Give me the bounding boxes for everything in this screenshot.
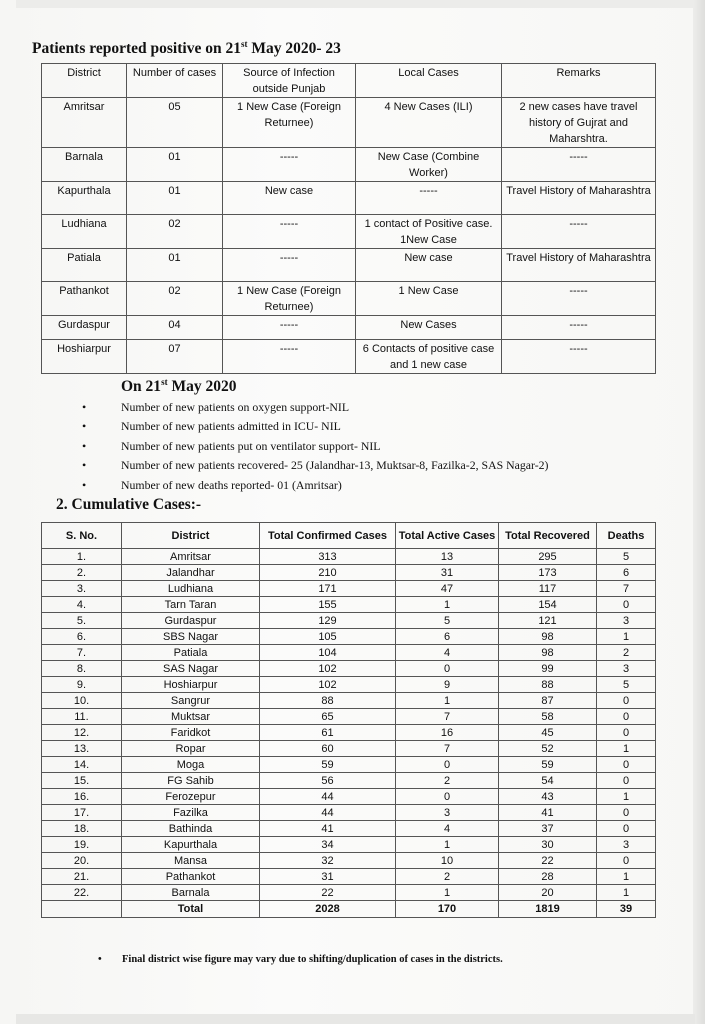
list-item	[82, 458, 548, 477]
column-header: District	[42, 64, 127, 98]
list-item-text: Number of new patients on oxygen support-NIL	[121, 400, 350, 414]
table-cell: 41	[260, 821, 396, 837]
table-cell: 39	[597, 901, 656, 918]
table-row	[42, 316, 656, 340]
column-header: Total Active Cases	[396, 523, 499, 549]
table-cell: 0	[597, 725, 656, 741]
table-cell: 0	[597, 853, 656, 869]
table-cell: 11.	[42, 709, 122, 725]
table-row	[42, 148, 656, 182]
table-cell: 4 New Cases (ILI)	[356, 98, 502, 148]
daily-summary-list	[82, 400, 548, 497]
table-cell: 31	[260, 869, 396, 885]
table-cell: 10.	[42, 693, 122, 709]
table-cell: 32	[260, 853, 396, 869]
table-cell: 2	[597, 645, 656, 661]
table-row	[42, 837, 656, 853]
table-row	[42, 613, 656, 629]
table-cell: 1	[597, 789, 656, 805]
table-cell: 1 New Case	[356, 282, 502, 316]
column-header: Remarks	[502, 64, 656, 98]
list-item-text: Number of new patients recovered- 25 (Jalandhar-13, Muktsar-8, Fazilka-2, SAS Nagar-2)	[121, 458, 549, 473]
table-cell: 52	[499, 741, 597, 757]
table-cell: 6 Contacts of positive case and 1 new case	[356, 340, 502, 374]
daily-summary-heading: On 21st May 2020	[121, 376, 237, 395]
table-cell: 30	[499, 837, 597, 853]
table-cell: 13.	[42, 741, 122, 757]
column-header: District	[122, 523, 260, 549]
list-item	[82, 439, 548, 458]
cumulative-cases-heading: 2. Cumulative Cases:-	[56, 496, 202, 513]
table-cell: 313	[260, 549, 396, 565]
table-cell: New case	[356, 249, 502, 282]
table-cell: 99	[499, 661, 597, 677]
table-cell: 5.	[42, 613, 122, 629]
table-row	[42, 581, 656, 597]
table-row	[42, 693, 656, 709]
table-cell: 0	[597, 821, 656, 837]
column-header: Source of Infection outside Punjab	[223, 64, 356, 98]
table-cell: 0	[396, 789, 499, 805]
table-cell: Pathankot	[42, 282, 127, 316]
table-cell: 01	[127, 182, 223, 215]
table-cell: 0	[597, 757, 656, 773]
table-cell: 2.	[42, 565, 122, 581]
table-row	[42, 340, 656, 374]
table-cell: Bathinda	[122, 821, 260, 837]
table-cell: 7	[396, 709, 499, 725]
table-cell: 1 New Case (Foreign Returnee)	[223, 98, 356, 148]
table-row	[42, 821, 656, 837]
table-cell: -----	[223, 316, 356, 340]
table-cell: 17.	[42, 805, 122, 821]
table-cell: -----	[502, 316, 656, 340]
table-cell: Amritsar	[42, 98, 127, 148]
table-cell: 88	[260, 693, 396, 709]
table-row	[42, 282, 656, 316]
table-cell: 22	[499, 853, 597, 869]
table-row	[42, 597, 656, 613]
table-cell: 14.	[42, 757, 122, 773]
table-cell: 5	[597, 677, 656, 693]
table-cell: 3.	[42, 581, 122, 597]
total-row	[42, 901, 656, 918]
table-cell: New Cases	[356, 316, 502, 340]
table-cell: 1 New Case (Foreign Returnee)	[223, 282, 356, 316]
table-cell: 22	[260, 885, 396, 901]
table-cell: 28	[499, 869, 597, 885]
table-cell: 10	[396, 853, 499, 869]
table-cell: 102	[260, 677, 396, 693]
column-header: Number of cases	[127, 64, 223, 98]
table-cell: 61	[260, 725, 396, 741]
table-cell: 56	[260, 773, 396, 789]
table-row	[42, 661, 656, 677]
table-row	[42, 215, 656, 249]
table-cell: 104	[260, 645, 396, 661]
bullet-icon: •	[82, 458, 87, 473]
table-cell: 4	[396, 821, 499, 837]
table-cell: 102	[260, 661, 396, 677]
list-item	[82, 478, 548, 497]
list-item-text: Number of new deaths reported- 01 (Amritsar)	[121, 477, 342, 492]
table-cell: 44	[260, 789, 396, 805]
table-cell: 15.	[42, 773, 122, 789]
table-cell: 0	[597, 805, 656, 821]
table-cell: -----	[502, 215, 656, 249]
table-cell: 7	[396, 741, 499, 757]
table-row	[42, 549, 656, 565]
table-cell: 154	[499, 597, 597, 613]
table-cell: 2	[396, 869, 499, 885]
table-cell: 1.	[42, 549, 122, 565]
list-item-text: Number of new patients put on ventilator support- NIL	[121, 438, 381, 453]
table-cell: 3	[597, 661, 656, 677]
table-cell: 1	[597, 741, 656, 757]
table-cell: 6	[396, 629, 499, 645]
page-edge-bottom	[16, 1014, 695, 1024]
bullet-icon: •	[82, 477, 87, 492]
table-cell: -----	[223, 249, 356, 282]
table-cell: 1 contact of Positive case. 1New Case	[356, 215, 502, 249]
table-cell: 129	[260, 613, 396, 629]
table-cell	[42, 901, 122, 918]
table-cell: 13	[396, 549, 499, 565]
table-cell: 3	[396, 805, 499, 821]
table-cell: 59	[499, 757, 597, 773]
table-cell: Ludhiana	[42, 215, 127, 249]
table-row	[42, 773, 656, 789]
table-cell: 295	[499, 549, 597, 565]
table-cell: 98	[499, 645, 597, 661]
table-cell: Muktsar	[122, 709, 260, 725]
table-cell: Gurdaspur	[122, 613, 260, 629]
table-cell: FG Sahib	[122, 773, 260, 789]
table-cell: Mansa	[122, 853, 260, 869]
table-cell: -----	[223, 340, 356, 374]
table-row	[42, 805, 656, 821]
table-cell: -----	[356, 182, 502, 215]
table-cell: 121	[499, 613, 597, 629]
table-cell: Kapurthala	[122, 837, 260, 853]
list-item	[82, 419, 548, 438]
table-cell: Amritsar	[122, 549, 260, 565]
table-cell: 45	[499, 725, 597, 741]
table-cell: 4.	[42, 597, 122, 613]
table-cell: 1	[597, 869, 656, 885]
column-header: Deaths	[597, 523, 656, 549]
table-cell: 1	[597, 885, 656, 901]
table-cell: 0	[597, 773, 656, 789]
table-cell: 1	[396, 597, 499, 613]
table-cell: 1	[396, 885, 499, 901]
footnote	[98, 954, 503, 965]
table-cell: Travel History of Maharashtra	[502, 182, 656, 215]
table-cell: -----	[223, 148, 356, 182]
table-cell: 7	[597, 581, 656, 597]
table-cell: 19.	[42, 837, 122, 853]
table-row	[42, 645, 656, 661]
table-cell: 4	[396, 645, 499, 661]
table-header-row	[42, 523, 656, 549]
table-cell: 105	[260, 629, 396, 645]
table-cell: 41	[499, 805, 597, 821]
table-row	[42, 741, 656, 757]
table-cell: Total	[122, 901, 260, 918]
column-header: Total Confirmed Cases	[260, 523, 396, 549]
table-cell: 31	[396, 565, 499, 581]
table-row	[42, 249, 656, 282]
table-row	[42, 677, 656, 693]
table-cell: 37	[499, 821, 597, 837]
table-cell: 2028	[260, 901, 396, 918]
table-cell: Fazilka	[122, 805, 260, 821]
table-cell: 9.	[42, 677, 122, 693]
table-cell: 04	[127, 316, 223, 340]
table-cell: Ferozepur	[122, 789, 260, 805]
page-edge-top	[16, 0, 695, 8]
table-cell: Tarn Taran	[122, 597, 260, 613]
table-row	[42, 853, 656, 869]
table-cell: 8.	[42, 661, 122, 677]
bullet-icon: •	[82, 419, 87, 434]
table-cell: Travel History of Maharashtra	[502, 249, 656, 282]
table-cell: Ropar	[122, 741, 260, 757]
table-cell: Ludhiana	[122, 581, 260, 597]
table-cell: 20	[499, 885, 597, 901]
table-cell: Barnala	[122, 885, 260, 901]
table-cell: 5	[396, 613, 499, 629]
table-cell: 16.	[42, 789, 122, 805]
table-cell: 1	[396, 693, 499, 709]
table-cell: 0	[396, 757, 499, 773]
table-cell: 47	[396, 581, 499, 597]
table-cell: 6	[597, 565, 656, 581]
table-cell: 02	[127, 282, 223, 316]
table-cell: 6.	[42, 629, 122, 645]
table-cell: 210	[260, 565, 396, 581]
table-cell: Patiala	[122, 645, 260, 661]
table-cell: 18.	[42, 821, 122, 837]
table-cell: 0	[396, 661, 499, 677]
table-cell: -----	[223, 215, 356, 249]
table-cell: 54	[499, 773, 597, 789]
table-cell: Gurdaspur	[42, 316, 127, 340]
table-cell: 3	[597, 613, 656, 629]
table-cell: 16	[396, 725, 499, 741]
table-row	[42, 709, 656, 725]
table-cell: 01	[127, 249, 223, 282]
table-cell: 9	[396, 677, 499, 693]
table-cell: 02	[127, 215, 223, 249]
footnote-text: Final district wise figure may vary due to shifting/duplication of cases in the districts.	[122, 954, 503, 965]
table-cell: 88	[499, 677, 597, 693]
table-row	[42, 885, 656, 901]
cumulative-cases-table	[41, 522, 656, 918]
table-cell: 59	[260, 757, 396, 773]
table-cell: 87	[499, 693, 597, 709]
table-row	[42, 629, 656, 645]
table-cell: 05	[127, 98, 223, 148]
column-header: S. No.	[42, 523, 122, 549]
table-cell: 20.	[42, 853, 122, 869]
table-cell: 0	[597, 709, 656, 725]
table-cell: 1	[597, 629, 656, 645]
table-cell: 155	[260, 597, 396, 613]
table-cell: Jalandhar	[122, 565, 260, 581]
table-row	[42, 757, 656, 773]
table-row	[42, 869, 656, 885]
column-header: Total Recovered	[499, 523, 597, 549]
table-row	[42, 98, 656, 148]
table-cell: 98	[499, 629, 597, 645]
list-item	[82, 400, 548, 419]
table-cell: 12.	[42, 725, 122, 741]
table-cell: 117	[499, 581, 597, 597]
table-cell: Pathankot	[122, 869, 260, 885]
page-edge-right	[693, 0, 705, 1024]
table-cell: 170	[396, 901, 499, 918]
table-cell: Hoshiarpur	[42, 340, 127, 374]
table-cell: 21.	[42, 869, 122, 885]
table-cell: 2 new cases have travel history of Gujrat and Maharshtra.	[502, 98, 656, 148]
table-cell: 1	[396, 837, 499, 853]
bullet-icon: •	[82, 438, 87, 453]
table-cell: 07	[127, 340, 223, 374]
table-cell: -----	[502, 340, 656, 374]
table-cell: New Case (Combine Worker)	[356, 148, 502, 182]
table-cell: 22.	[42, 885, 122, 901]
table-cell: 43	[499, 789, 597, 805]
table-cell: Kapurthala	[42, 182, 127, 215]
table-cell: 44	[260, 805, 396, 821]
table-cell: -----	[502, 282, 656, 316]
column-header: Local Cases	[356, 64, 502, 98]
table-cell: 2	[396, 773, 499, 789]
table-cell: 173	[499, 565, 597, 581]
table-row	[42, 725, 656, 741]
table-cell: 58	[499, 709, 597, 725]
table-header-row	[42, 64, 656, 98]
table-cell: -----	[502, 148, 656, 182]
table-cell: 0	[597, 597, 656, 613]
table-cell: Sangrur	[122, 693, 260, 709]
table-cell: Hoshiarpur	[122, 677, 260, 693]
table-cell: 5	[597, 549, 656, 565]
bullet-icon: •	[82, 400, 87, 414]
table-cell: 171	[260, 581, 396, 597]
table-cell: 01	[127, 148, 223, 182]
list-item-text: Number of new patients admitted in ICU- NIL	[121, 419, 341, 434]
table-cell: SAS Nagar	[122, 661, 260, 677]
table-cell: New case	[223, 182, 356, 215]
table-cell: 60	[260, 741, 396, 757]
table-cell: Faridkot	[122, 725, 260, 741]
table-cell: SBS Nagar	[122, 629, 260, 645]
positive-cases-title: Patients reported positive on 21st May 2020- 23	[32, 38, 341, 57]
positive-cases-table	[41, 63, 656, 374]
table-cell: 3	[597, 837, 656, 853]
table-row	[42, 182, 656, 215]
table-cell: 65	[260, 709, 396, 725]
table-row	[42, 789, 656, 805]
table-cell: Patiala	[42, 249, 127, 282]
table-row	[42, 565, 656, 581]
table-cell: 34	[260, 837, 396, 853]
table-cell: 7.	[42, 645, 122, 661]
table-cell: 0	[597, 693, 656, 709]
table-cell: Moga	[122, 757, 260, 773]
table-cell: 1819	[499, 901, 597, 918]
bullet-icon: •	[98, 954, 102, 965]
table-cell: Barnala	[42, 148, 127, 182]
